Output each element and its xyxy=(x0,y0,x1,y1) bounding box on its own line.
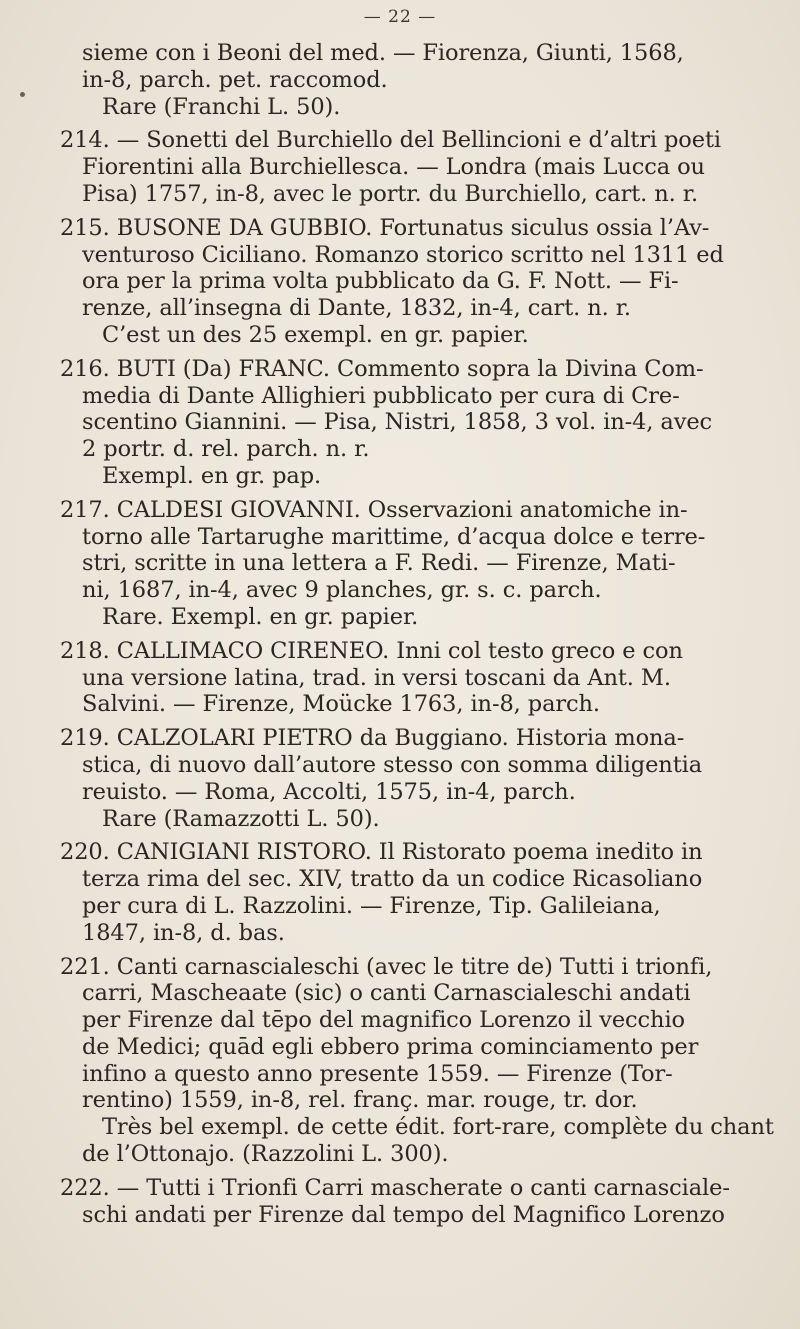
entry-line: infino a questo anno presente 1559. — Firenze (Tor- xyxy=(82,1060,673,1087)
catalog-entry xyxy=(60,356,752,490)
catalog-entries xyxy=(60,40,774,1228)
entry-line: 215. BUSONE DA GUBBIO. Fortunatus siculus ossia l’Av- xyxy=(60,214,710,241)
entry-line: 2 portr. d. rel. parch. n. r. xyxy=(82,436,370,463)
page-number: — 22 — xyxy=(363,7,437,27)
margin-mark xyxy=(20,92,25,97)
entry-line: Rare (Franchi L. 50). xyxy=(102,93,341,120)
catalog-entry xyxy=(60,215,752,349)
entry-line: 214. — Sonetti del Burchiello del Bellincioni e d’altri poeti xyxy=(60,127,722,154)
entry-line: carri, Mascheaate (sic) o canti Carnascialeschi andati xyxy=(82,980,691,1007)
entry-line: venturoso Ciciliano. Romanzo storico scritto nel 1311 ed xyxy=(82,241,724,268)
entry-line: de l’Ottonajo. (Razzolini L. 300). xyxy=(82,1141,449,1168)
entry-line: 217. CALDESI GIOVANNI. Osservazioni anatomiche in- xyxy=(60,496,688,523)
entry-line: 218. CALLIMACO CIRENEO. Inni col testo greco e con xyxy=(60,637,683,664)
entry-line: de Medici; quād egli ebbero prima cominciamento per xyxy=(82,1033,699,1060)
entry-line: schi andati per Firenze dal tempo del Magnifico Lorenzo xyxy=(82,1201,725,1228)
entry-line: in-8, parch. pet. raccomod. xyxy=(82,66,388,93)
entry-line: ni, 1687, in-4, avec 9 planches, gr. s. c. parch. xyxy=(82,577,602,604)
catalog-entry xyxy=(60,638,752,718)
entry-line: una versione latina, trad. in versi toscani da Ant. M. xyxy=(82,664,671,691)
entry-line: C’est un des 25 exempl. en gr. papier. xyxy=(102,321,529,348)
catalog-entry xyxy=(60,1175,752,1229)
entry-line: per cura di L. Razzolini. — Firenze, Tip. Galileiana, xyxy=(82,892,661,919)
entry-line: 220. CANIGIANI RISTORO. Il Ristorato poema inedito in xyxy=(60,839,703,866)
entry-line: torno alle Tartarughe marittime, d’acqua dolce e terre- xyxy=(82,523,706,550)
entry-line: stica, di nuovo dall’autore stesso con somma diligentia xyxy=(82,751,703,778)
entry-line: sieme con i Beoni del med. — Fiorenza, Giunti, 1568, xyxy=(82,40,684,66)
entry-line: Salvini. — Firenze, Moücke 1763, in-8, parch. xyxy=(82,691,600,718)
entry-line: media di Dante Allighieri pubblicato per cura di Cre- xyxy=(82,382,680,409)
entry-line: terza rima del sec. XIV, tratto da un codice Ricasoliano xyxy=(82,866,703,893)
catalog-entry xyxy=(60,839,752,946)
entry-line: 221. Canti carnascialeschi (avec le titre de) Tutti i trionfi, xyxy=(60,953,713,980)
catalog-entry xyxy=(60,40,752,120)
entry-line: rentino) 1559, in-8, rel. franç. mar. rouge, tr. dor. xyxy=(82,1087,638,1114)
entry-line: per Firenze dal tēpo del magnifico Lorenzo il vecchio xyxy=(82,1007,685,1034)
entry-line: 219. CALZOLARI PIETRO da Buggiano. Historia mona- xyxy=(60,725,685,752)
entry-line: scentino Giannini. — Pisa, Nistri, 1858, 3 vol. in-4, avec xyxy=(82,409,713,436)
entry-line: 1847, in-8, d. bas. xyxy=(82,919,285,946)
entry-line: Rare (Ramazzotti L. 50). xyxy=(102,805,380,832)
entry-line: 216. BUTI (Da) FRANC. Commento sopra la Divina Com- xyxy=(60,355,704,382)
entry-line: Très bel exempl. de cette édit. fort-rare, complète du chant xyxy=(102,1114,774,1141)
catalog-entry xyxy=(60,725,752,832)
catalog-entry xyxy=(60,127,752,207)
entry-line: Pisa) 1757, in-8, avec le portr. du Burchiello, cart. n. r. xyxy=(82,180,699,207)
catalog-entry xyxy=(60,497,752,631)
entry-line: Exempl. en gr. pap. xyxy=(102,462,322,489)
entry-line: ora per la prima volta pubblicato da G. F. Nott. — Fi- xyxy=(82,268,679,295)
entry-line: renze, all’insegna di Dante, 1832, in-4, cart. n. r. xyxy=(82,295,631,322)
entry-line: Rare. Exempl. en gr. papier. xyxy=(102,603,419,630)
entry-line: reuisto. — Roma, Accolti, 1575, in-4, parch. xyxy=(82,778,576,805)
entry-line: 222. — Tutti i Trionfi Carri mascherate o canti carnasciale- xyxy=(60,1174,730,1201)
entry-line: stri, scritte in una lettera a F. Redi. — Firenze, Mati- xyxy=(82,550,676,577)
entry-line: Fiorentini alla Burchiellesca. — Londra (mais Lucca ou xyxy=(82,154,705,181)
catalog-entry xyxy=(60,953,774,1168)
